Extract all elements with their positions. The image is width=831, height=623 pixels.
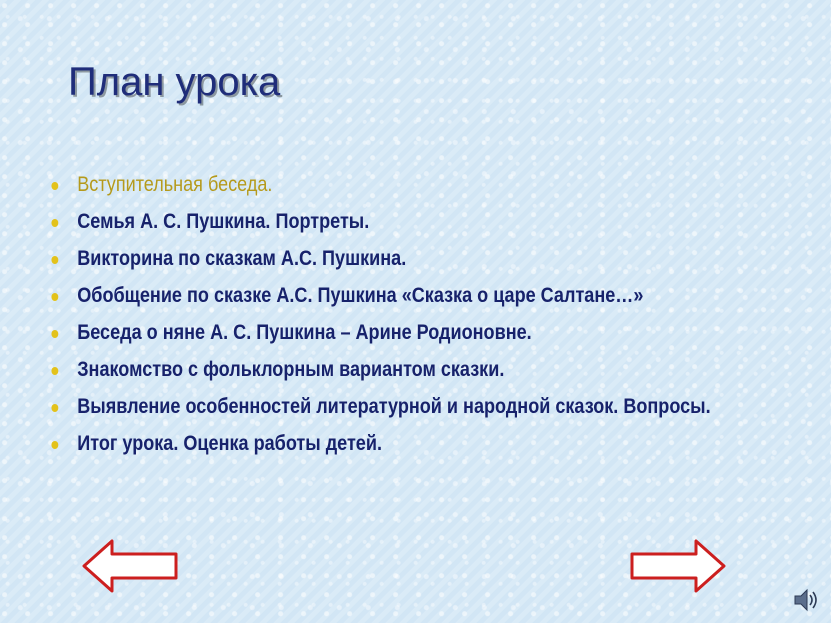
list-item-text: Семья А. С. Пушкина. Портреты. <box>77 210 370 233</box>
sound-button[interactable] <box>792 586 820 614</box>
bullet-icon <box>51 256 58 264</box>
arrow-right-icon <box>628 538 728 594</box>
bullet-icon <box>51 293 58 301</box>
list-item <box>48 320 825 346</box>
list-item-text: Обобщение по сказке А.С. Пушкина «Сказка о царе Салтане…» <box>77 284 644 307</box>
bullet-icon <box>51 330 58 338</box>
list-item <box>48 283 825 309</box>
list-item-text: Вступительная беседа. <box>77 173 273 196</box>
bullet-icon <box>51 404 58 412</box>
list-item-text: Викторина по сказкам А.С. Пушкина. <box>77 247 407 270</box>
slide-title: План урока <box>68 60 281 104</box>
list-item-text: Знакомство с фольклорным вариантом сказки. <box>77 358 505 381</box>
bullet-icon <box>51 367 58 375</box>
list-item <box>48 172 825 198</box>
speaker-icon <box>792 586 820 614</box>
list-item <box>48 246 825 272</box>
bullet-icon <box>51 441 58 449</box>
list-item <box>48 394 825 420</box>
list-item <box>48 209 825 235</box>
previous-slide-button[interactable] <box>80 538 180 594</box>
list-item-text: Беседа о няне А. С. Пушкина – Арине Родионовне. <box>77 321 532 344</box>
arrow-left-icon <box>80 538 180 594</box>
lesson-plan-list <box>48 172 818 468</box>
list-item-text: Итог урока. Оценка работы детей. <box>77 432 382 455</box>
next-slide-button[interactable] <box>628 538 728 594</box>
bullet-icon <box>51 219 58 227</box>
list-item-text: Выявление особенностей литературной и народной сказок. Вопросы. <box>77 395 711 418</box>
bullet-icon <box>51 182 58 190</box>
list-item <box>48 431 825 457</box>
list-item <box>48 357 825 383</box>
